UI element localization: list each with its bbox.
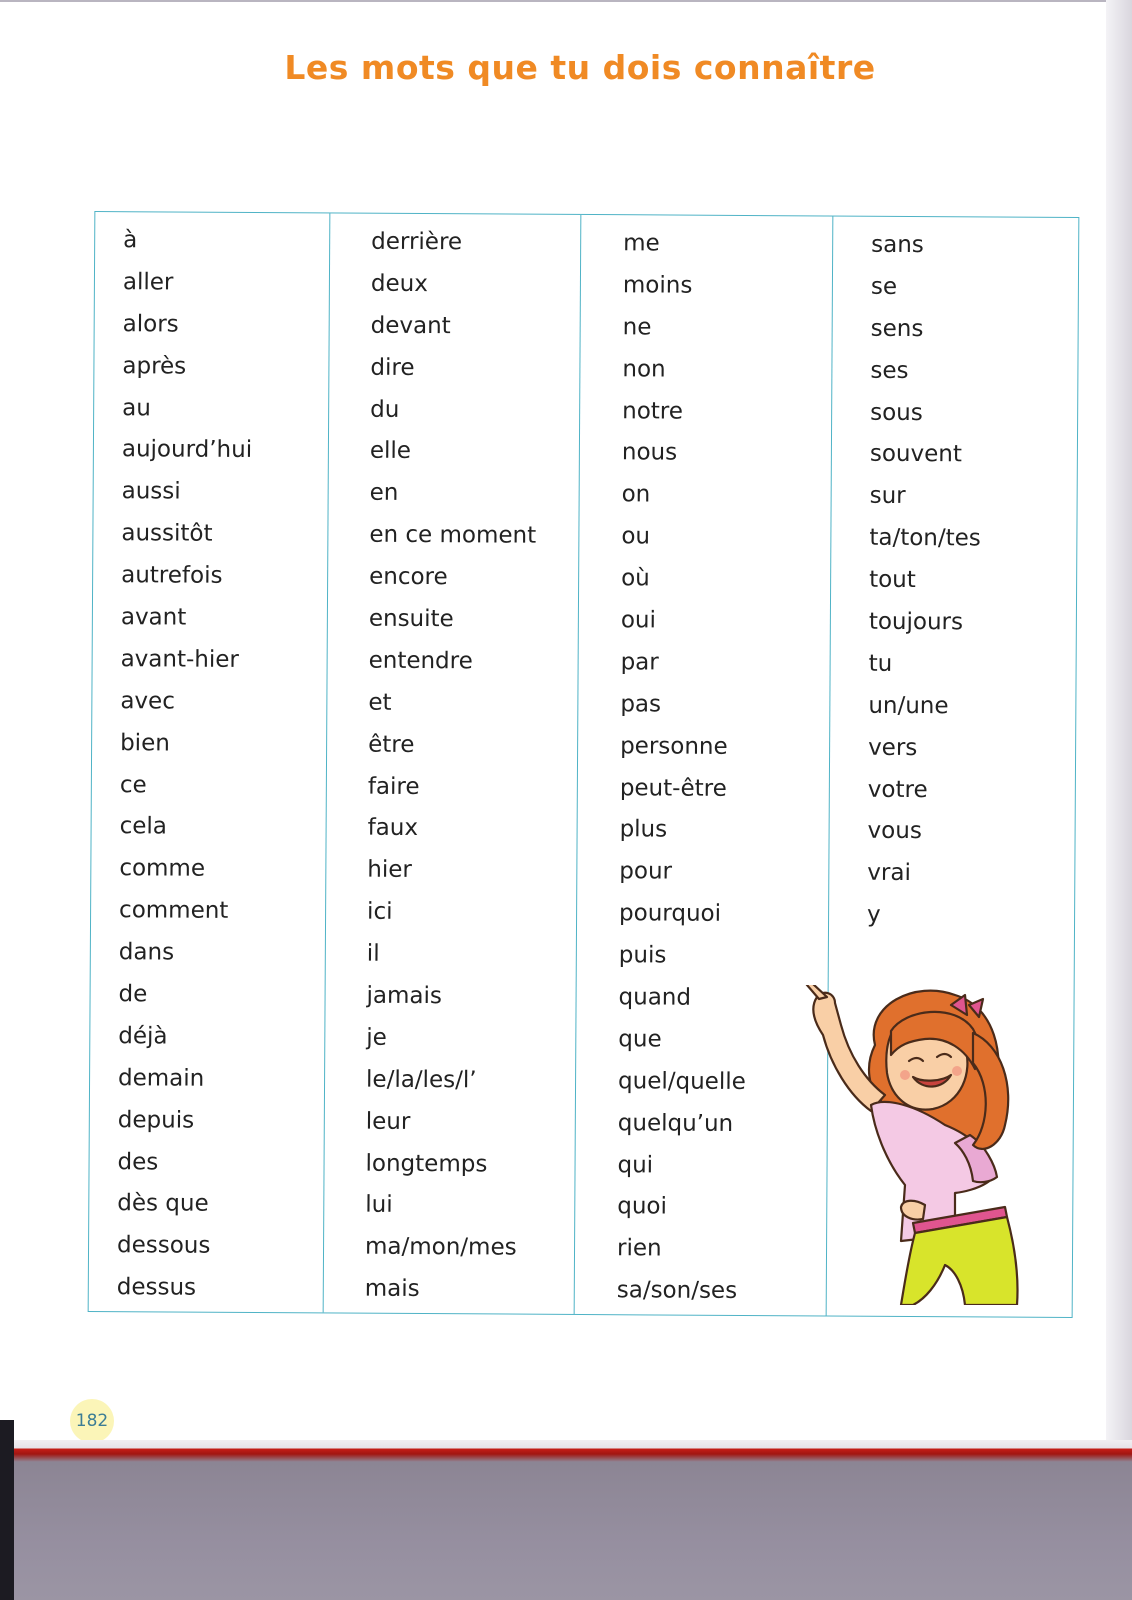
word-item: ne xyxy=(622,314,652,341)
word-item: notre xyxy=(622,397,684,425)
word-item: alors xyxy=(122,310,179,338)
word-item: tu xyxy=(868,650,893,677)
word-item: quand xyxy=(618,984,692,1011)
word-item: aussi xyxy=(121,478,181,505)
desk-shadow xyxy=(0,1420,14,1600)
word-item: quoi xyxy=(617,1193,668,1221)
word-item: et xyxy=(368,689,392,716)
word-item: tout xyxy=(869,566,916,594)
word-item: pourquoi xyxy=(619,900,722,928)
word-item: sens xyxy=(870,315,924,342)
word-item: à xyxy=(123,227,138,254)
word-item: aujourd’hui xyxy=(121,436,253,464)
word-item: plus xyxy=(619,816,668,843)
word-item: que xyxy=(618,1026,662,1053)
word-item: dessous xyxy=(116,1232,211,1260)
word-item: ma/mon/mes xyxy=(364,1234,517,1261)
word-item: on xyxy=(621,481,651,508)
word-item: au xyxy=(122,394,151,421)
word-item: souvent xyxy=(869,441,962,468)
word-item: quelqu’un xyxy=(617,1109,734,1137)
word-item: elle xyxy=(369,438,412,465)
word-item: devant xyxy=(370,312,451,339)
word-item: dans xyxy=(118,939,175,966)
word-item: moins xyxy=(622,272,693,299)
page-right-edge xyxy=(1106,0,1132,1460)
column-divider xyxy=(574,215,582,1314)
word-item: autrefois xyxy=(121,562,223,589)
word-item: aller xyxy=(122,269,174,296)
word-column-2 xyxy=(365,222,538,1312)
word-item: bien xyxy=(120,729,170,757)
word-item: y xyxy=(867,901,881,929)
word-item: encore xyxy=(369,563,448,591)
word-item: aussitôt xyxy=(121,520,213,547)
word-item: avant-hier xyxy=(120,646,239,673)
word-item: faire xyxy=(367,773,420,800)
word-item: de xyxy=(118,981,148,1008)
word-item: deux xyxy=(370,270,428,297)
word-item: sur xyxy=(869,483,906,510)
column-divider xyxy=(323,213,331,1312)
word-column-1 xyxy=(117,220,254,1310)
word-item: avant xyxy=(120,604,187,631)
word-item: des xyxy=(117,1148,159,1176)
word-item: comment xyxy=(119,897,229,925)
word-item: être xyxy=(368,731,415,758)
word-item: sous xyxy=(870,399,923,426)
word-item: en ce moment xyxy=(369,521,537,549)
word-item: depuis xyxy=(117,1106,195,1134)
word-item: il xyxy=(366,940,380,967)
word-item: le/la/les/l’ xyxy=(365,1066,477,1094)
page-title: Les mots que tu dois connaître xyxy=(284,48,876,87)
word-item: sans xyxy=(871,231,924,259)
word-column-4 xyxy=(867,225,983,938)
word-item: où xyxy=(621,565,650,592)
word-item: du xyxy=(370,396,400,423)
word-item: après xyxy=(122,352,187,380)
word-item: lui xyxy=(365,1192,393,1219)
word-item: derrière xyxy=(371,228,463,256)
word-item: ici xyxy=(367,898,393,926)
girl-pointing-illustration xyxy=(805,985,1050,1305)
word-item: leur xyxy=(365,1108,411,1135)
word-item: ensuite xyxy=(368,605,454,633)
page-number: 182 xyxy=(70,1399,114,1443)
word-item: se xyxy=(870,273,898,300)
word-item: comme xyxy=(119,855,206,883)
word-item: cela xyxy=(119,813,167,840)
word-item: ta/ton/tes xyxy=(869,524,981,552)
word-item: ce xyxy=(119,771,147,798)
word-item: dessus xyxy=(116,1274,197,1301)
word-item: rien xyxy=(616,1235,662,1262)
word-item: votre xyxy=(867,776,928,803)
word-item: entendre xyxy=(368,647,473,675)
word-item: non xyxy=(622,355,666,383)
word-column-3 xyxy=(617,223,751,1313)
word-item: longtemps xyxy=(365,1150,488,1178)
word-item: déjà xyxy=(118,1023,168,1050)
word-item: en xyxy=(369,480,399,507)
word-item: sa/son/ses xyxy=(616,1277,738,1305)
word-item: jamais xyxy=(366,982,443,1010)
word-item: avec xyxy=(120,687,175,715)
word-item: un/une xyxy=(868,692,949,720)
word-item: ses xyxy=(870,357,909,384)
page-top-edge xyxy=(0,0,1132,2)
word-item: faux xyxy=(367,815,419,842)
word-item: pas xyxy=(620,691,662,718)
word-item: hier xyxy=(367,857,413,884)
word-item: vous xyxy=(867,818,922,845)
word-item: je xyxy=(366,1024,387,1051)
word-item: me xyxy=(623,230,660,257)
word-item: peut-être xyxy=(619,774,727,802)
word-item: par xyxy=(620,649,659,676)
word-item: nous xyxy=(621,439,678,467)
word-item: personne xyxy=(620,732,728,760)
word-item: pour xyxy=(619,858,673,885)
word-item: demain xyxy=(117,1064,205,1092)
word-item: qui xyxy=(617,1151,654,1179)
word-item: ou xyxy=(621,523,651,550)
word-item: mais xyxy=(364,1275,420,1303)
word-item: dire xyxy=(370,354,415,381)
word-item: vrai xyxy=(867,860,911,887)
word-item: puis xyxy=(618,942,667,969)
desk-background xyxy=(0,1462,1132,1600)
word-item: vers xyxy=(868,734,918,761)
word-item: oui xyxy=(620,607,657,634)
page-stack-edge xyxy=(0,1440,1132,1462)
word-item: dès que xyxy=(117,1190,209,1218)
word-item: toujours xyxy=(868,608,964,636)
word-item: quel/quelle xyxy=(617,1068,746,1095)
